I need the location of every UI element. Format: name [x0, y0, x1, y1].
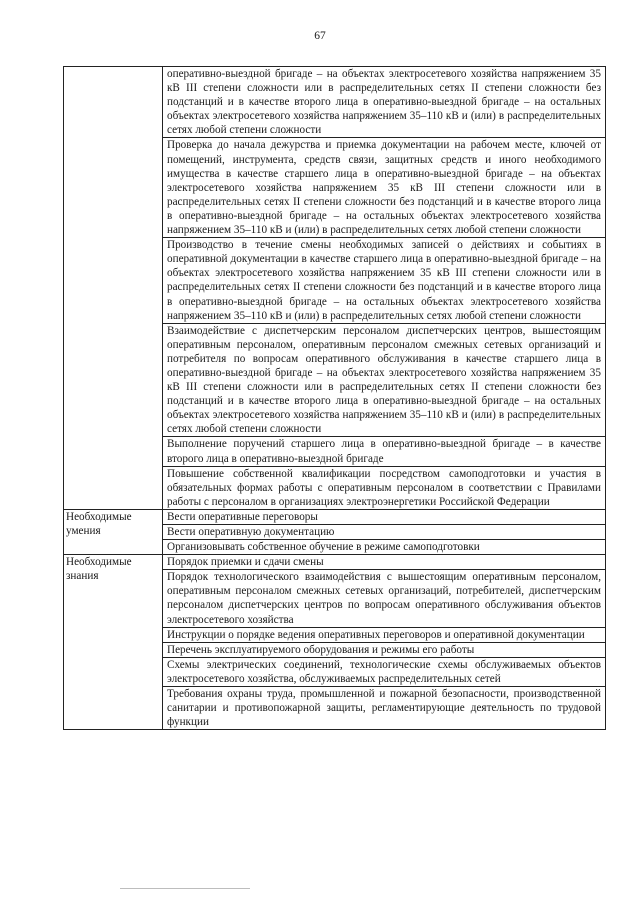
table-cell: Повышение собственной квалификации посредством самоподготовки и участия в обязательных формах работы с оперативным персоналом в соответствии с Правилами работы с персоналом в организациях электроэнергетики Российской Федерации [163, 466, 606, 509]
qualification-table [63, 66, 606, 730]
skills-label: Необходимые умения [64, 509, 163, 554]
table-cell: Инструкции о порядке ведения оперативных переговоров и оперативной документации [163, 627, 606, 642]
table-row [64, 555, 606, 570]
knowledge-label: Необходимые знания [64, 555, 163, 730]
table-cell: оперативно-выездной бригаде – на объектах электросетевого хозяйства напряжением 35 кВ III степени сложности или в распределительных сетях II степени сложности без подстанций и в качестве второго лица в оперативно-выездной бригаде – на остальных объектах электросетевого хозяйства напряжением 35–110 кВ и (или) в распределительных сетях любой степени сложности [163, 67, 606, 138]
table-cell: Порядок технологического взаимодействия с вышестоящим оперативным персоналом, оперативным персоналом смежных сетевых организаций, потребителей, диспетчерским персоналом диспетчерских центров по вопросам оперативного обслуживания объектов электросетевого хозяйства [163, 570, 606, 627]
row-label [64, 67, 163, 510]
table-cell: Требования охраны труда, промышленной и пожарной безопасности, производственной санитарии и противопожарной защиты, регламентирующие деятельность по трудовой функции [163, 687, 606, 730]
page-number: 67 [314, 30, 326, 42]
table-cell: Производство в течение смены необходимых записей о действиях и событиях в оперативной документации в качестве старшего лица в оперативно-выездной бригаде – на объектах электросетевого хозяйства напряжением 35 кВ III степени сложности или в распределительных сетях II степени сложности без подстанций и в качестве второго лица в оперативно-выездной бригаде – на остальных объектах электросетевого хозяйства напряжением 35–110 кВ и (или) в распределительных сетях любой степени сложности [163, 238, 606, 324]
table-cell: Взаимодействие с диспетчерским персоналом диспетчерских центров, вышестоящим оперативным персоналом, оперативным персоналом смежных сетевых организаций и потребителя по вопросам оперативного обслуживания в качестве старшего лица в оперативно-выездной бригаде – на объектах электросетевого хозяйства напряжением 35 кВ III степени сложности или в распределительных сетях II степени сложности без подстанций и в качестве второго лица в оперативно-выездной бригаде – на остальных объектах электросетевого хозяйства напряжением 35–110 кВ и (или) в распределительных сетях любой степени сложности [163, 323, 606, 437]
table-cell: Схемы электрических соединений, технологические схемы обслуживаемых объектов электросетевого хозяйства, обслуживаемых распределительных сетей [163, 657, 606, 686]
table-cell: Порядок приемки и сдачи смены [163, 555, 606, 570]
table-cell: Организовывать собственное обучение в режиме самоподготовки [163, 540, 606, 555]
table-cell: Вести оперативные переговоры [163, 509, 606, 524]
table-cell: Проверка до начала дежурства и приемка документации на рабочем месте, ключей от помещений, инструмента, средств связи, защитных средств и иного необходимого имущества в качестве старшего лица в оперативно-выездной бригаде – на объектах электросетевого хозяйства напряжением 35 кВ III степени сложности или в распределительных сетях II степени сложности без подстанций и в качестве второго лица в оперативно-выездной бригаде – на остальных объектах электросетевого хозяйства напряжением 35–110 кВ и (или) в распределительных сетях любой степени сложности [163, 138, 606, 238]
table-row [64, 509, 606, 524]
table-cell: Выполнение поручений старшего лица в оперативно-выездной бригаде – в качестве второго лица в оперативно-выездной бригаде [163, 437, 606, 466]
table-row [64, 67, 606, 138]
scan-divider [120, 888, 250, 889]
table-cell: Перечень эксплуатируемого оборудования и режимы его работы [163, 642, 606, 657]
table-cell: Вести оперативную документацию [163, 525, 606, 540]
